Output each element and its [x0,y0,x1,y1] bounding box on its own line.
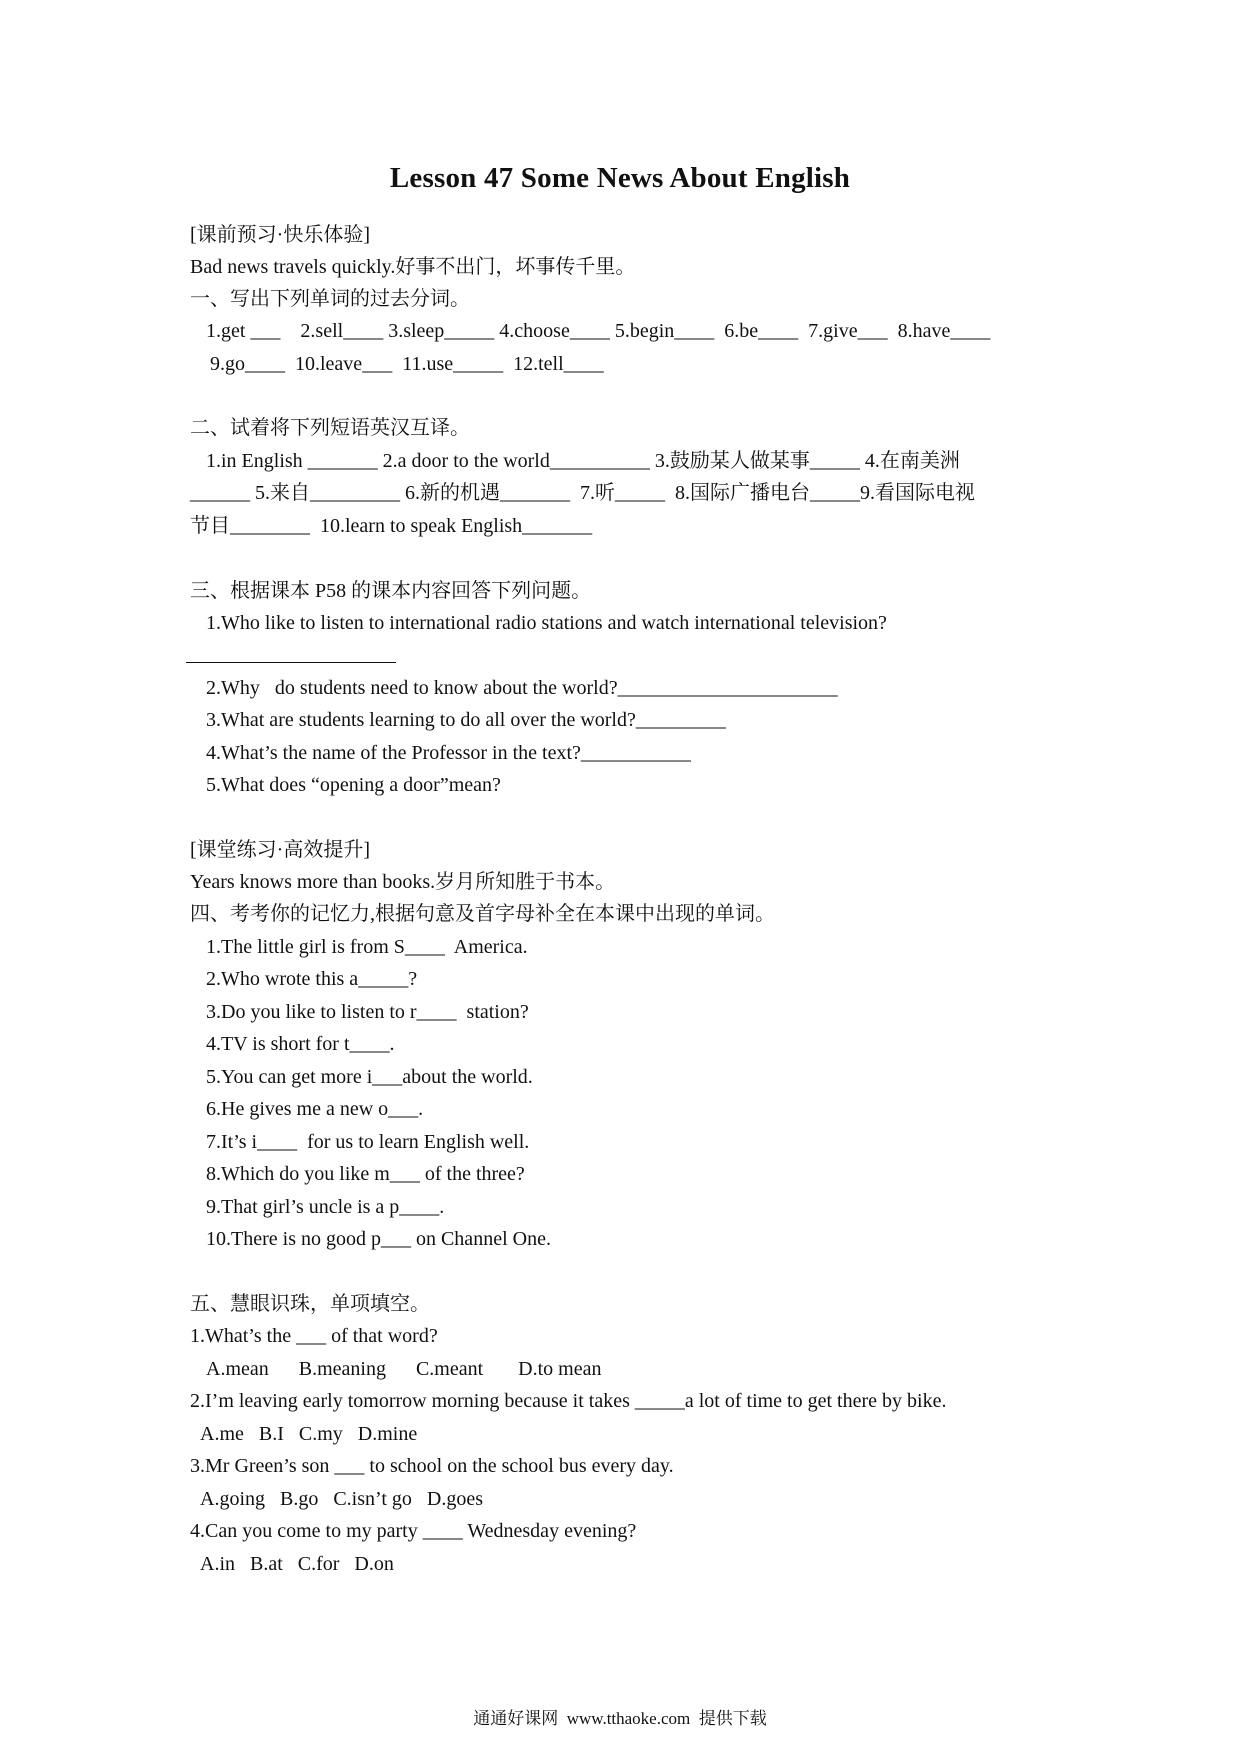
proverb-line: Bad news travels quickly.好事不出门，坏事传千里。 [190,256,636,278]
list-item: 1.The little girl is from S____ America. [206,936,528,958]
page-title: Lesson 47 Some News About English [389,162,851,194]
section-header-inclass: [课堂练习·高效提升] [190,839,370,861]
list-item: 7.It’s i____ for us to learn English well. [206,1131,530,1153]
section2-line2: ______ 5.来自_________ 6.新的机遇_______ 7.听_____ 8.国际广播电台_____9.看国际电视 [190,482,975,504]
section5-question-1: 1.What’s the ___ of that word? [190,1325,438,1347]
section5-heading: 五、慧眼识珠，单项填空。 [190,1293,430,1315]
list-item: 8.Which do you like m___ of the three? [206,1163,525,1185]
section-header-preclass: [课前预习·快乐体验] [190,224,370,246]
list-item: 5.You can get more i___about the world. [206,1066,533,1088]
list-item: 3.Do you like to listen to r____ station? [206,1001,529,1023]
answer-blank-line [186,662,396,663]
list-item: 4.TV is short for t____. [206,1033,395,1055]
section5-options-2: A.me B.I C.my D.mine [200,1423,418,1445]
section3-question-5: 5.What does “opening a door”mean? [206,774,501,796]
section2-line1: 1.in English _______ 2.a door to the world__________ 3.鼓励某人做某事_____ 4.在南美洲 [206,450,960,472]
list-item: 9.That girl’s uncle is a p____. [206,1196,445,1218]
section5-question-3: 3.Mr Green’s son ___ to school on the school bus every day. [190,1455,674,1477]
section1-line2: 9.go____ 10.leave___ 11.use_____ 12.tell____ [210,353,604,375]
section3-heading: 三、根据课本 P58 的课本内容回答下列问题。 [190,580,592,602]
proverb-line-2: Years knows more than books.岁月所知胜于书本。 [190,871,616,893]
section5-question-4: 4.Can you come to my party ____ Wednesday evening? [190,1520,637,1542]
section4-heading: 四、考考你的记忆力,根据句意及首字母补全在本课中出现的单词。 [190,903,775,925]
section5-options-4: A.in B.at C.for D.on [200,1553,394,1575]
list-item: 2.Who wrote this a_____? [206,968,418,990]
section3-question-3: 3.What are students learning to do all over the world?_________ [206,709,726,731]
section2-heading: 二、试着将下列短语英汉互译。 [190,417,470,439]
section3-question-4: 4.What’s the name of the Professor in the text?___________ [206,742,691,764]
section1-line1: 1.get ___ 2.sell____ 3.sleep_____ 4.choose____ 5.begin____ 6.be____ 7.give___ 8.have____ [206,320,991,342]
section2-line3: 节目________ 10.learn to speak English_______ [190,515,593,537]
section5-question-2: 2.I’m leaving early tomorrow morning because it takes _____a lot of time to get there by bike. [190,1390,947,1412]
section5-options-1: A.mean B.meaning C.meant D.to mean [206,1358,602,1380]
page-footer: 通通好课网 www.tthaoke.com 提供下载 [473,1709,767,1728]
list-item: 10.There is no good p___ on Channel One. [206,1228,551,1250]
section1-heading: 一、写出下列单词的过去分词。 [190,288,470,310]
section3-question-1: 1.Who like to listen to international radio stations and watch international television? [206,612,887,634]
section5-options-3: A.going B.go C.isn’t go D.goes [200,1488,483,1510]
section3-question-2: 2.Why do students need to know about the world?______________________ [206,677,838,699]
list-item: 6.He gives me a new o___. [206,1098,424,1120]
